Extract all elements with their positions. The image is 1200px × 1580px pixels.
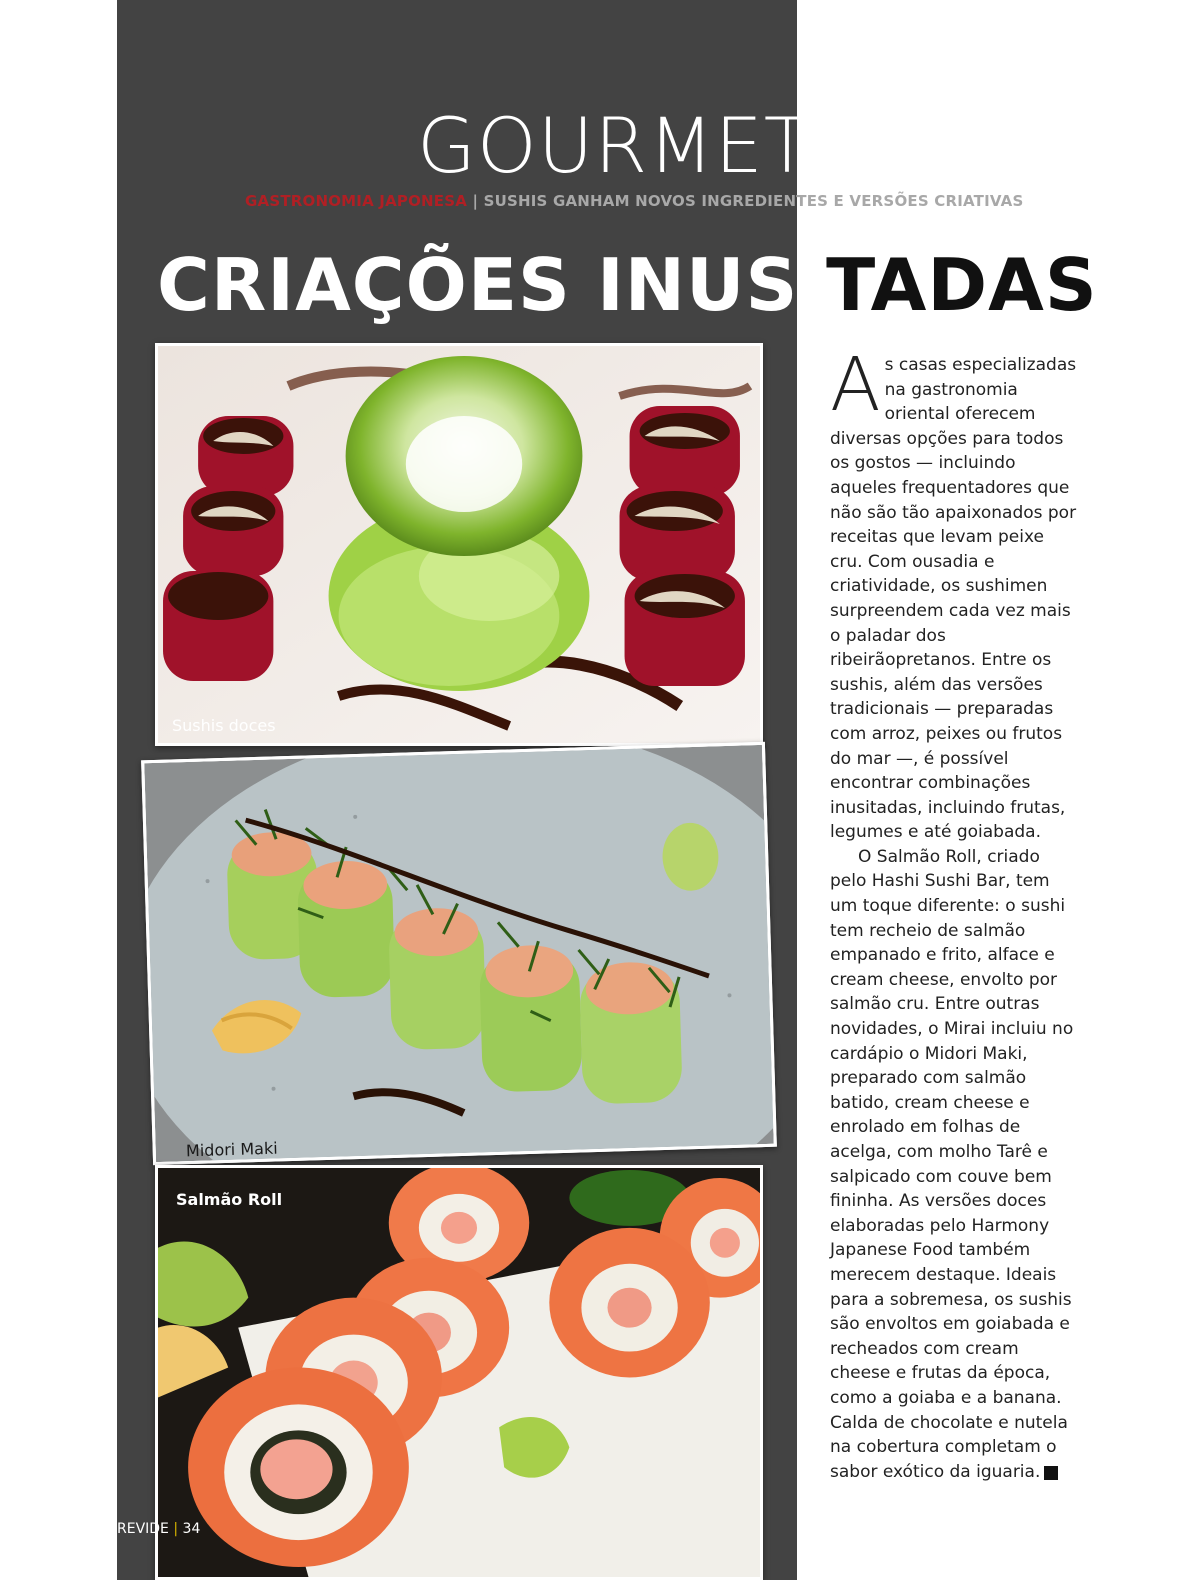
paragraph-2-text: O Salmão Roll, criado pelo Hashi Sushi Bar, tem um toque diferente: o sushi tem recheio de salmão empanado e frito, alface e cream cheese, envolto por salmão cru. Entre outras novidades, o Mirai incluiu no cardápio o Midori Maki, preparado com salmão batido, cream cheese e enrolado em folhas de acelga, com molho Tarê e salpicado com couve bem fininha. As versões doces elaboradas pelo Harmony Japanese Food também merecem destaque. Ideais para a sobremesa, os sushis são envoltos em goiabada e recheados com cream cheese e frutas da época, como a goiaba e a banana. Calda de chocolate e nutela na cobertura completam o sabor exótico da iguaria. bbox=[830, 846, 1074, 1482]
salmao-roll-image bbox=[158, 1168, 760, 1577]
kicker-separator: | bbox=[472, 192, 479, 210]
headline bbox=[157, 240, 1098, 330]
article-paragraph-1 bbox=[830, 342, 1078, 845]
page-folio bbox=[117, 1521, 200, 1537]
caption-sushis-doces: Sushis doces bbox=[172, 716, 276, 735]
photo-salmao-roll bbox=[155, 1165, 763, 1580]
headline-part-2: TADAS bbox=[826, 243, 1098, 327]
kicker-line bbox=[245, 192, 1023, 210]
folio-separator: | bbox=[173, 1521, 179, 1537]
paragraph-1-text: s casas especializadas na gastronomia oriental oferecem diversas opções para todos os gostos — incluindo aqueles frequentadores que não são tão apaixonados por receitas que levam peixe cru. Com ousadia e criatividade, os sushimen surpreendem cada vez mais o paladar dos ribeirãopretanos. Entre os sushis, além das versões tradicionais — preparadas com arroz, peixes ou frutos do mar —, é possível encontrar combinações inusitadas, incluindo frutas, legumes e até goiabada. bbox=[830, 355, 1077, 843]
photo-midori-maki bbox=[141, 742, 777, 1165]
caption-salmao-roll: Salmão Roll bbox=[176, 1190, 283, 1209]
page-number: 34 bbox=[182, 1521, 201, 1537]
midori-maki-image bbox=[144, 745, 774, 1162]
magazine-name: REVIDE bbox=[117, 1521, 169, 1537]
end-mark-icon: r bbox=[1044, 1466, 1058, 1480]
article-body bbox=[830, 342, 1079, 1484]
sushis-doces-image bbox=[158, 346, 760, 743]
subtitle: SUSHIS GANHAM NOVOS INGREDIENTES E VERSÕES CRIATIVAS bbox=[483, 192, 1024, 210]
drop-cap: A bbox=[830, 342, 881, 428]
article-paragraph-2 bbox=[830, 845, 1078, 1484]
category-label: GASTRONOMIA JAPONESA bbox=[245, 192, 468, 210]
photo-sushis-doces bbox=[155, 343, 763, 746]
section-title: GOURMET bbox=[417, 101, 812, 190]
headline-part-1: CRIAÇÕES INUSI bbox=[157, 243, 827, 327]
caption-midori-maki: Midori Maki bbox=[185, 1138, 278, 1161]
